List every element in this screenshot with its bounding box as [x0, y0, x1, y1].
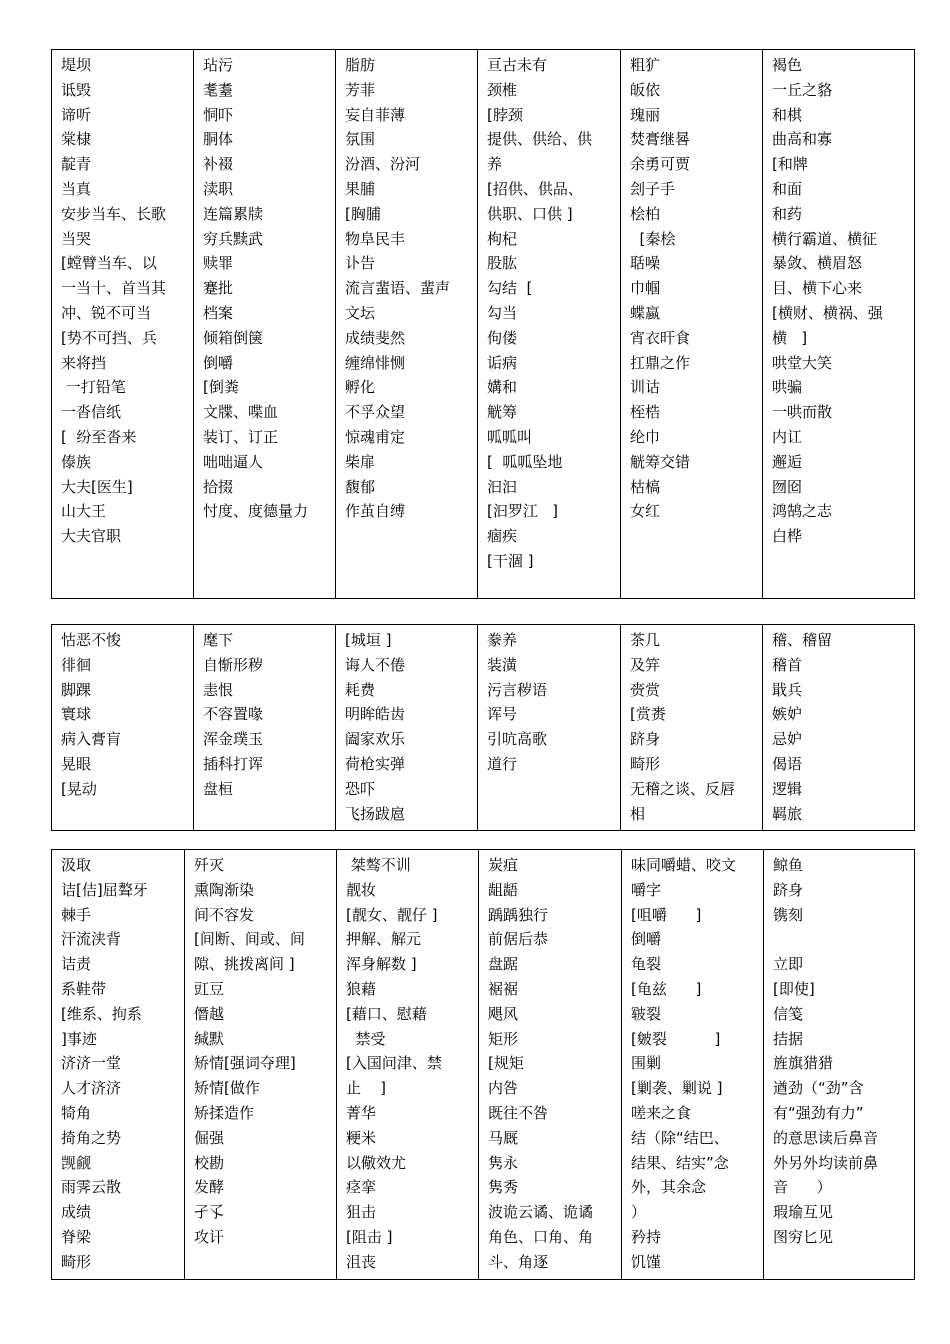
term-line: 桀骜不训: [346, 856, 411, 874]
term-line: 呱呱叫: [487, 427, 533, 446]
term-line: 邂逅: [772, 452, 803, 471]
term-line: 渎职: [203, 179, 234, 198]
term-line: 攻讦: [194, 1227, 225, 1246]
term-line: 镌刻: [773, 905, 804, 924]
term-line: 饥馑: [631, 1252, 662, 1271]
term-line: 相: [630, 804, 646, 823]
term-line: ）: [631, 1203, 647, 1222]
term-line: 大夫[医生]: [61, 477, 133, 496]
term-line: 诲人不倦: [345, 655, 406, 674]
term-line: 补裰: [203, 155, 234, 174]
term-line: 恚恨: [203, 680, 234, 699]
term-line: 和棋: [772, 105, 803, 124]
term-line: 自惭形秽: [203, 655, 264, 674]
term-line: 雨霁云散: [61, 1178, 122, 1197]
term-line: 提供、供给、供: [487, 130, 593, 149]
term-line: 文牒、喋血: [203, 403, 279, 422]
term-line: 文坛: [345, 303, 376, 322]
term-line: [规矩: [488, 1054, 524, 1073]
term-line: 脚踝: [61, 680, 92, 699]
term-line: [皴裂 ]: [631, 1029, 721, 1048]
term-line: 既往不咎: [488, 1103, 549, 1122]
term-line: [773, 927, 910, 952]
term-line: 僭越: [194, 1004, 225, 1023]
term-line: 妄自菲薄: [345, 105, 406, 124]
term-line: 连篇累牍: [203, 204, 264, 223]
term-line: 冲、锐不可当: [61, 303, 152, 322]
table-row: [52, 50, 915, 599]
term-line: [干涸 ]: [487, 551, 534, 570]
table-cell: [194, 625, 336, 831]
term-line: 踽踽独行: [488, 905, 549, 924]
term-line: 内咎: [488, 1079, 519, 1098]
term-line: 媾和: [487, 378, 518, 397]
term-line: 靛青: [61, 155, 92, 174]
table-cell: [479, 850, 622, 1280]
term-line: 矜持: [631, 1227, 662, 1246]
term-line: 痼疾: [487, 527, 518, 546]
term-line: 阖家欢乐: [345, 730, 406, 749]
term-line: 哄堂大笑: [772, 353, 833, 372]
term-line: 胴体: [203, 130, 234, 149]
term-line: 养: [487, 155, 503, 174]
term-line: 耗费: [345, 680, 376, 699]
term-line: 汾酒、汾河: [345, 155, 421, 174]
term-line: 以儆效尤: [346, 1153, 407, 1172]
term-line: [咀嚼 ]: [631, 905, 702, 924]
table-cell: [52, 50, 194, 599]
term-line: [势不可挡、兵: [61, 328, 157, 347]
term-line: 犄角: [61, 1103, 92, 1122]
term-line: 大夫官职: [61, 527, 122, 546]
term-line: 戢兵: [772, 680, 803, 699]
term-line: 余勇可贾: [630, 155, 691, 174]
term-line: 跻身: [630, 730, 661, 749]
term-line: 稽首: [772, 655, 803, 674]
term-line: 装订、订正: [203, 427, 279, 446]
vocab-table-1: [51, 49, 915, 599]
term-line: 畸形: [630, 754, 661, 773]
term-line: [赏赉: [630, 705, 666, 724]
term-line: 馥郁: [345, 477, 376, 496]
term-line: 皲裂: [631, 1004, 662, 1023]
term-line: 装潢: [487, 655, 518, 674]
term-line: 一哄而散: [772, 403, 833, 422]
term-line: 扛鼎之作: [630, 353, 691, 372]
table-cell: [478, 625, 621, 831]
term-line: 斗、角逐: [488, 1252, 549, 1271]
term-line: [ 呱呱坠地: [487, 452, 563, 471]
term-line: 横行霸道、横征: [772, 229, 878, 248]
term-line: 无稽之谈、反唇: [630, 779, 736, 798]
term-line: 孑孓: [194, 1203, 225, 1222]
term-line: [龟兹 ]: [631, 979, 702, 998]
term-line: 浑金璞玉: [203, 730, 264, 749]
term-line: [即使]: [773, 979, 815, 998]
term-line: [秦桧: [630, 229, 676, 248]
term-line: 音 ）: [773, 1178, 832, 1197]
term-line: [维系、拘系: [61, 1004, 142, 1023]
term-line: 粗犷: [630, 56, 661, 74]
term-line: [ 纷至沓来: [61, 427, 137, 446]
term-line: 矫揉造作: [194, 1103, 255, 1122]
term-line: 旌旗猎猎: [773, 1054, 834, 1073]
term-line: [和牌: [772, 155, 808, 174]
term-line: 忖度、度德量力: [203, 502, 309, 521]
term-line: 间不容发: [194, 905, 255, 924]
term-line: [倒粪: [203, 378, 239, 397]
term-line: 偈语: [772, 754, 803, 773]
term-line: 枯槁: [630, 477, 661, 496]
term-line: 一沓信纸: [61, 403, 122, 422]
term-line: [间断、间或、间: [194, 930, 305, 949]
term-line: 禁受: [346, 1029, 386, 1048]
term-line: 止 ]: [346, 1079, 386, 1098]
term-line: 聒噪: [630, 254, 661, 273]
term-line: 棠棣: [61, 130, 92, 149]
term-line: 系鞋带: [61, 979, 107, 998]
term-line: 隽永: [488, 1153, 519, 1172]
term-line: 勾当: [487, 303, 518, 322]
term-line: [汩罗江 ]: [487, 502, 559, 521]
term-line: 矫情[做作: [194, 1079, 260, 1098]
term-line: 不孚众望: [345, 403, 406, 422]
term-line: 佝偻: [487, 328, 518, 347]
term-line: [螳臂当车、以: [61, 254, 157, 273]
term-line: 一当十、首当其: [61, 279, 167, 298]
term-line: [剿袭、剿说 ]: [631, 1079, 723, 1098]
term-line: 菁华: [346, 1103, 377, 1122]
term-line: 巾帼: [630, 279, 661, 298]
term-line: 讣告: [345, 254, 376, 273]
term-line: 恫吓: [203, 105, 234, 124]
table-cell: [52, 625, 194, 831]
term-line: 寰球: [61, 705, 92, 724]
term-line: 粳米: [346, 1128, 377, 1147]
term-line: 济济一堂: [61, 1054, 122, 1073]
term-line: 隙、挑拨离间 ]: [194, 955, 295, 974]
term-line: 押解、解元: [346, 930, 422, 949]
term-line: 飓风: [488, 1004, 519, 1023]
term-line: 人才济济: [61, 1079, 122, 1098]
term-line: 引吭高歌: [487, 730, 548, 749]
term-line: 的意思读后鼻音: [773, 1128, 879, 1147]
table-cell: [194, 50, 336, 599]
term-line: 诋毁: [61, 80, 92, 99]
term-line: 傣族: [61, 452, 92, 471]
term-line: 龃龉: [488, 880, 519, 899]
term-line: 诟病: [487, 353, 518, 372]
term-line: 汩汩: [487, 477, 518, 496]
term-line: 赍赏: [630, 680, 661, 699]
term-line: 训诂: [630, 378, 661, 397]
term-line: 裾裾: [488, 979, 519, 998]
vocab-table-3: [51, 849, 915, 1280]
term-line: 成绩斐然: [345, 328, 406, 347]
term-line: 跻身: [773, 880, 804, 899]
term-line: 麾下: [203, 631, 234, 649]
term-line: 靓妆: [346, 880, 377, 899]
term-line: 档案: [203, 303, 234, 322]
term-line: 倒嚼: [631, 930, 662, 949]
term-line: 蹇批: [203, 279, 234, 298]
term-line: 惊魂甫定: [345, 427, 406, 446]
term-line: [晃动: [61, 779, 97, 798]
term-line: 飞扬跋扈: [345, 804, 406, 823]
term-line: 倾箱倒箧: [203, 328, 264, 347]
term-line: 流言蜚语、蜚声: [345, 279, 451, 298]
term-line: 明眸皓齿: [345, 705, 406, 724]
term-line: 枸杞: [487, 229, 518, 248]
term-line: 发酵: [194, 1178, 225, 1197]
term-line: 浑身解数 ]: [346, 955, 417, 974]
term-line: 诘责: [61, 955, 92, 974]
term-line: 氛围: [345, 130, 376, 149]
term-line: 拮据: [773, 1029, 804, 1048]
term-line: 病入膏肓: [61, 730, 122, 749]
term-line: 耄耋: [203, 80, 234, 99]
term-line: 觥筹: [487, 403, 518, 422]
term-line: 豇豆: [194, 979, 225, 998]
table-cell: [763, 50, 915, 599]
term-line: 瑰丽: [630, 105, 661, 124]
term-line: 徘徊: [61, 655, 92, 674]
term-line: 刽子手: [630, 179, 676, 198]
term-line: 焚膏继晷: [630, 130, 691, 149]
term-line: 鲸鱼: [773, 856, 804, 874]
term-line: 觥筹交错: [630, 452, 691, 471]
term-line: 忌妒: [772, 730, 803, 749]
term-line: 嗟来之食: [631, 1103, 692, 1122]
term-line: 诘[佶]屈聱牙: [61, 880, 148, 899]
term-line: 芳菲: [345, 80, 376, 99]
term-line: 桎梏: [630, 403, 661, 422]
table-row: [52, 625, 915, 831]
term-line: 豢养: [487, 631, 518, 649]
table-cell: [621, 625, 763, 831]
term-line: 图穷匕见: [773, 1227, 834, 1246]
term-line: 白桦: [772, 527, 803, 546]
table-row: [52, 850, 915, 1280]
term-line: 暴敛、横眉怒: [772, 254, 863, 273]
term-line: 成绩: [61, 1203, 92, 1222]
term-line: 味同嚼蜡、咬文: [631, 856, 737, 874]
term-line: 物阜民丰: [345, 229, 406, 248]
term-line: 稽、稽留: [772, 631, 833, 649]
term-line: 遒劲（“劲”含: [773, 1079, 864, 1098]
term-line: 缄默: [194, 1029, 225, 1048]
table-cell: [764, 850, 915, 1280]
table-cell: [336, 625, 478, 831]
term-line: 茶几: [630, 631, 661, 649]
term-line: 一丘之貉: [772, 80, 833, 99]
term-line: ]事迹: [61, 1029, 97, 1048]
term-line: 柴扉: [345, 452, 376, 471]
term-line: 蝶蠃: [630, 303, 661, 322]
term-line: 缠绵悱恻: [345, 353, 406, 372]
term-line: [脖颈: [487, 105, 523, 124]
term-line: 汗流浃背: [61, 930, 122, 949]
term-line: 诨号: [487, 705, 518, 724]
term-line: 作茧自缚: [345, 502, 406, 521]
term-line: 赎罪: [203, 254, 234, 273]
term-line: 嚼字: [631, 880, 662, 899]
term-line: 拾掇: [203, 477, 234, 496]
term-line: 倒嚼: [203, 353, 234, 372]
term-line: 晃眼: [61, 754, 92, 773]
table-cell: [185, 850, 337, 1280]
table-cell: [336, 50, 478, 599]
term-line: 不容置喙: [203, 705, 264, 724]
term-line: 桧柏: [630, 204, 661, 223]
vocab-table-2: [51, 624, 915, 831]
term-line: 狙击: [346, 1203, 377, 1222]
term-line: 谛听: [61, 105, 92, 124]
term-line: 倔强: [194, 1128, 225, 1147]
term-line: 熏陶渐染: [194, 880, 255, 899]
term-line: [靓女、靓仔 ]: [346, 905, 438, 924]
term-line: 当哭: [61, 229, 92, 248]
term-line: 角色、口角、角: [488, 1227, 594, 1246]
term-line: 哄骗: [772, 378, 803, 397]
term-line: 来将挡: [61, 353, 107, 372]
term-line: 安步当车、长歌: [61, 204, 167, 223]
term-line: 道行: [487, 754, 518, 773]
term-line: 矫情[强词夺理]: [194, 1054, 296, 1073]
term-line: 前倨后恭: [488, 930, 549, 949]
term-line: 和药: [772, 204, 803, 223]
term-line: 结果、结实”念: [631, 1153, 729, 1172]
term-line: 炭疽: [488, 856, 519, 874]
term-line: 信笺: [773, 1004, 804, 1023]
term-line: 棘手: [61, 905, 92, 924]
term-line: [城垣 ]: [345, 631, 392, 649]
term-line: 结（除“结巴、: [631, 1128, 729, 1147]
term-line: 恐吓: [345, 779, 376, 798]
term-line: 曲高和寡: [772, 130, 833, 149]
term-line: [藉口、慰藉: [346, 1004, 427, 1023]
term-line: 羁旅: [772, 804, 803, 823]
term-line: 孵化: [345, 378, 376, 397]
term-line: 脊梁: [61, 1227, 92, 1246]
term-line: 内讧: [772, 427, 803, 446]
term-line: 和面: [772, 179, 803, 198]
term-line: 波诡云谲、诡谲: [488, 1203, 594, 1222]
term-line: 马厩: [488, 1128, 519, 1147]
term-line: 鸿鹄之志: [772, 502, 833, 521]
term-line: 堤坝: [61, 56, 92, 74]
table-cell: [478, 50, 621, 599]
term-line: 盘踞: [488, 955, 519, 974]
term-line: 穷兵黩武: [203, 229, 264, 248]
term-line: 怙恶不悛: [61, 631, 122, 649]
term-line: [阻击 ]: [346, 1227, 393, 1246]
term-line: 玷污: [203, 56, 234, 74]
term-line: 立即: [773, 955, 804, 974]
term-line: 咄咄逼人: [203, 452, 264, 471]
term-line: [入国问津、禁: [346, 1054, 442, 1073]
term-line: 逻辑: [772, 779, 803, 798]
term-line: 褐色: [772, 56, 803, 74]
term-line: 外另外均读前鼻: [773, 1153, 879, 1172]
term-line: 勾结 [: [487, 279, 533, 298]
term-line: 掎角之势: [61, 1128, 122, 1147]
term-line: 亘古未有: [487, 56, 548, 74]
term-line: 痉挛: [346, 1178, 377, 1197]
term-line: 畸形: [61, 1252, 92, 1271]
term-line: 当真: [61, 179, 92, 198]
term-line: 盘桓: [203, 779, 234, 798]
term-line: 嫉妒: [772, 705, 803, 724]
term-line: 纶巾: [630, 427, 661, 446]
term-line: 汲取: [61, 856, 92, 874]
table-cell: [337, 850, 479, 1280]
term-line: 荷枪实弹: [345, 754, 406, 773]
term-line: 脂肪: [345, 56, 376, 74]
term-line: 山大王: [61, 502, 107, 521]
term-line: 及笄: [630, 655, 661, 674]
term-line: 觊觎: [61, 1153, 92, 1172]
term-line: 狼藉: [346, 979, 377, 998]
term-line: 女红: [630, 502, 661, 521]
term-line: 有“强劲有力”: [773, 1103, 864, 1122]
term-line: 横 ]: [772, 328, 808, 347]
term-line: 瑕瑜互见: [773, 1203, 834, 1222]
term-line: 供职、口供 ]: [487, 204, 573, 223]
term-line: 沮丧: [346, 1252, 377, 1271]
table-cell: [622, 850, 764, 1280]
term-line: [招供、供品、: [487, 179, 583, 198]
term-line: 校勘: [194, 1153, 225, 1172]
term-line: 污言秽语: [487, 680, 548, 699]
term-line: [横财、横祸、强: [772, 303, 883, 322]
term-line: 围剿: [631, 1054, 662, 1073]
term-line: 目、横下心来: [772, 279, 863, 298]
term-line: 一打铅笔: [61, 378, 126, 397]
term-line: 颈椎: [487, 80, 518, 99]
term-line: 果脯: [345, 179, 376, 198]
term-line: 囫囵: [772, 477, 803, 496]
term-line: 龟裂: [631, 955, 662, 974]
table-cell: [763, 625, 915, 831]
term-line: 宵衣旰食: [630, 328, 691, 347]
term-line: 插科打诨: [203, 754, 264, 773]
term-line: 矩形: [488, 1029, 519, 1048]
term-line: 歼灭: [194, 856, 225, 874]
term-line: [胸脯: [345, 204, 381, 223]
table-cell: [621, 50, 763, 599]
term-line: 隽秀: [488, 1178, 519, 1197]
table-cell: [52, 850, 185, 1280]
term-line: 外，其余念: [631, 1178, 707, 1197]
term-line: 股肱: [487, 254, 518, 273]
term-line: 皈依: [630, 80, 661, 99]
